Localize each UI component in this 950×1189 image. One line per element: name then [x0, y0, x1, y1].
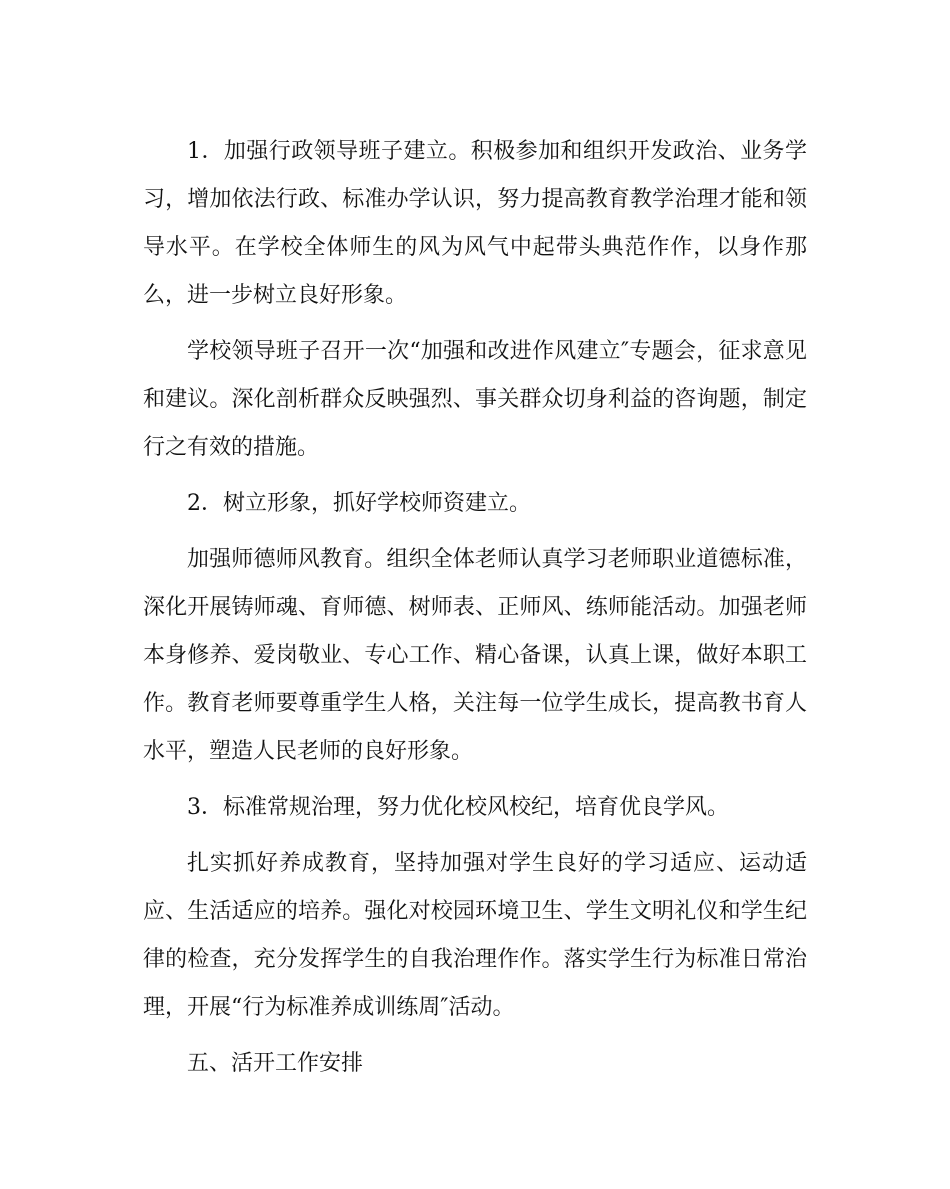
paragraph-5: 3．标准常规治理，努力优化校风校纪，培育优良学风。	[187, 795, 729, 820]
paragraph-3: 2．树立形象，抓好学校师资建立。	[187, 491, 531, 516]
paragraph-2: 学校领导班子召开一次“加强和改进作风建立″专题会，征求意见和建议。深化剖析群众反映强烈、事关群众切身利益的咨询题，制定行之有效的措施。	[143, 339, 807, 460]
paragraph-1: 1．加强行政领导班子建立。积极参加和组织开发政治、业务学习，增加依法行政、标准办学认识，努力提高教育教学治理才能和领导水平。在学校全体师生的风为风气中起带头典范作作，以身作那么，进一步树立良好形象。	[143, 139, 807, 308]
document-body	[143, 128, 807, 1096]
section-heading: 五、活开工作安排	[187, 1051, 364, 1076]
paragraph-4: 加强师德师风教育。组织全体老师认真学习老师职业道德标准，深化开展铸师魂、育师德、树师表、正师风、练师能活动。加强老师本身修养、爱岗敬业、专心工作、精心备课，认真上课，做好本职工作。教育老师要尊重学生人格，关注每一位学生成长，提高教书育人水平，塑造人民老师的良好形象。	[143, 547, 807, 764]
paragraph-6: 扎实抓好养成教育，坚持加强对学生良好的学习适应、运动适应、生活适应的培养。强化对校园环境卫生、学生文明礼仪和学生纪律的检查，充分发挥学生的自我治理作作。落实学生行为标准日常治理，开展“行为标准养成训练周″活动。	[143, 851, 807, 1020]
